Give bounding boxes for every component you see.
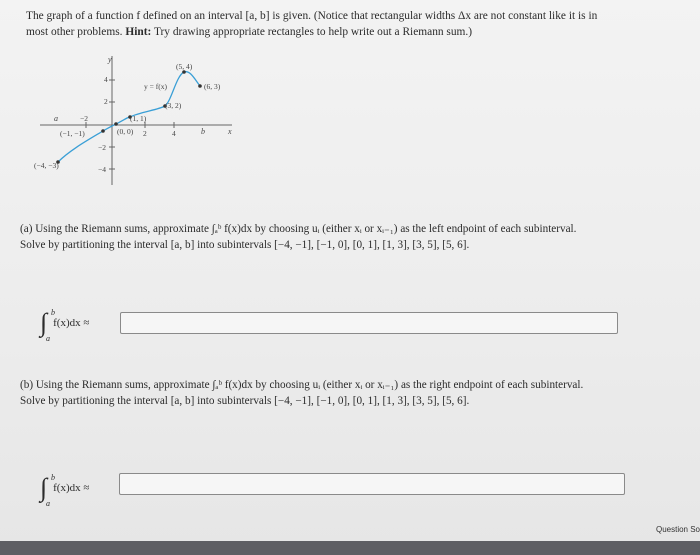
upper-limit: b — [51, 473, 55, 482]
lower-limit: a — [46, 334, 50, 343]
integral-sign: ∫ — [40, 473, 48, 502]
integrand: f(x)dx ≈ — [53, 482, 90, 494]
y-axis-label: y — [108, 55, 112, 64]
intro-line-1: The graph of a function f defined on an interval [a, b] is given. (Notice that rectangular widths Δx are not constant like it is in — [26, 10, 598, 22]
point-label: (−4, −3) — [34, 161, 59, 170]
func-label: y = f(x) — [144, 82, 167, 91]
b-label: b — [201, 127, 205, 136]
point-label: (−1, −1) — [60, 129, 85, 138]
lower-limit: a — [46, 499, 50, 508]
y-tick-label: 2 — [104, 97, 108, 106]
intro-line-2-post: Try drawing appropriate rectangles to help write out a Riemann sum.) — [151, 26, 473, 38]
upper-limit: b — [51, 308, 55, 317]
bottom-bar — [0, 541, 700, 555]
y-tick-label: −2 — [98, 143, 106, 152]
answer-b-input[interactable] — [119, 473, 625, 495]
intro-line-2-pre: most other problems. — [26, 26, 126, 38]
answer-a-input[interactable] — [120, 312, 618, 334]
point-label: (5, 4) — [176, 62, 193, 71]
point-label: (6, 3) — [204, 82, 221, 91]
function-graph — [0, 0, 700, 220]
part-a-line-1: (a) Using the Riemann sums, approximate ∫ₐᵇ f(x)dx by choosing uᵢ (either xᵢ or xᵢ₋₁) as the left endpoint of each subinterval. — [20, 223, 577, 235]
integrand: f(x)dx ≈ — [53, 317, 90, 329]
y-tick-label: 4 — [104, 75, 108, 84]
part-b-line-2: Solve by partitioning the interval [a, b] into subintervals [−4, −1], [−1, 0], [0, 1], [1, 3], [3, 5], [5, 6]. — [20, 395, 470, 407]
point-label: (1, 1) — [130, 114, 147, 123]
x-tick-label: 4 — [172, 129, 176, 138]
part-b-text — [20, 377, 680, 409]
x-axis-label: x — [228, 127, 232, 136]
a-label: a — [54, 114, 58, 123]
x-tick-label: −2 — [80, 114, 88, 123]
y-tick-label: −4 — [98, 165, 106, 174]
part-a-line-2: Solve by partitioning the interval [a, b] into subintervals [−4, −1], [−1, 0], [0, 1], [1, 3], [3, 5], [5, 6]. — [20, 239, 470, 251]
integral-expression-b — [40, 473, 90, 508]
part-a-text — [20, 221, 680, 253]
x-tick-label: 2 — [143, 129, 147, 138]
part-b-line-1: (b) Using the Riemann sums, approximate ∫ₐᵇ f(x)dx by choosing uᵢ (either xᵢ or xᵢ₋₁) as the right endpoint of each subinterval. — [20, 379, 584, 391]
question-source-link[interactable]: Question So — [655, 525, 700, 534]
integral-sign: ∫ — [40, 308, 48, 337]
hint-label: Hint: — [125, 26, 152, 38]
point-label: (0, 0) — [117, 127, 134, 136]
point-label: (3, 2) — [165, 101, 182, 110]
integral-expression-a — [40, 308, 90, 343]
